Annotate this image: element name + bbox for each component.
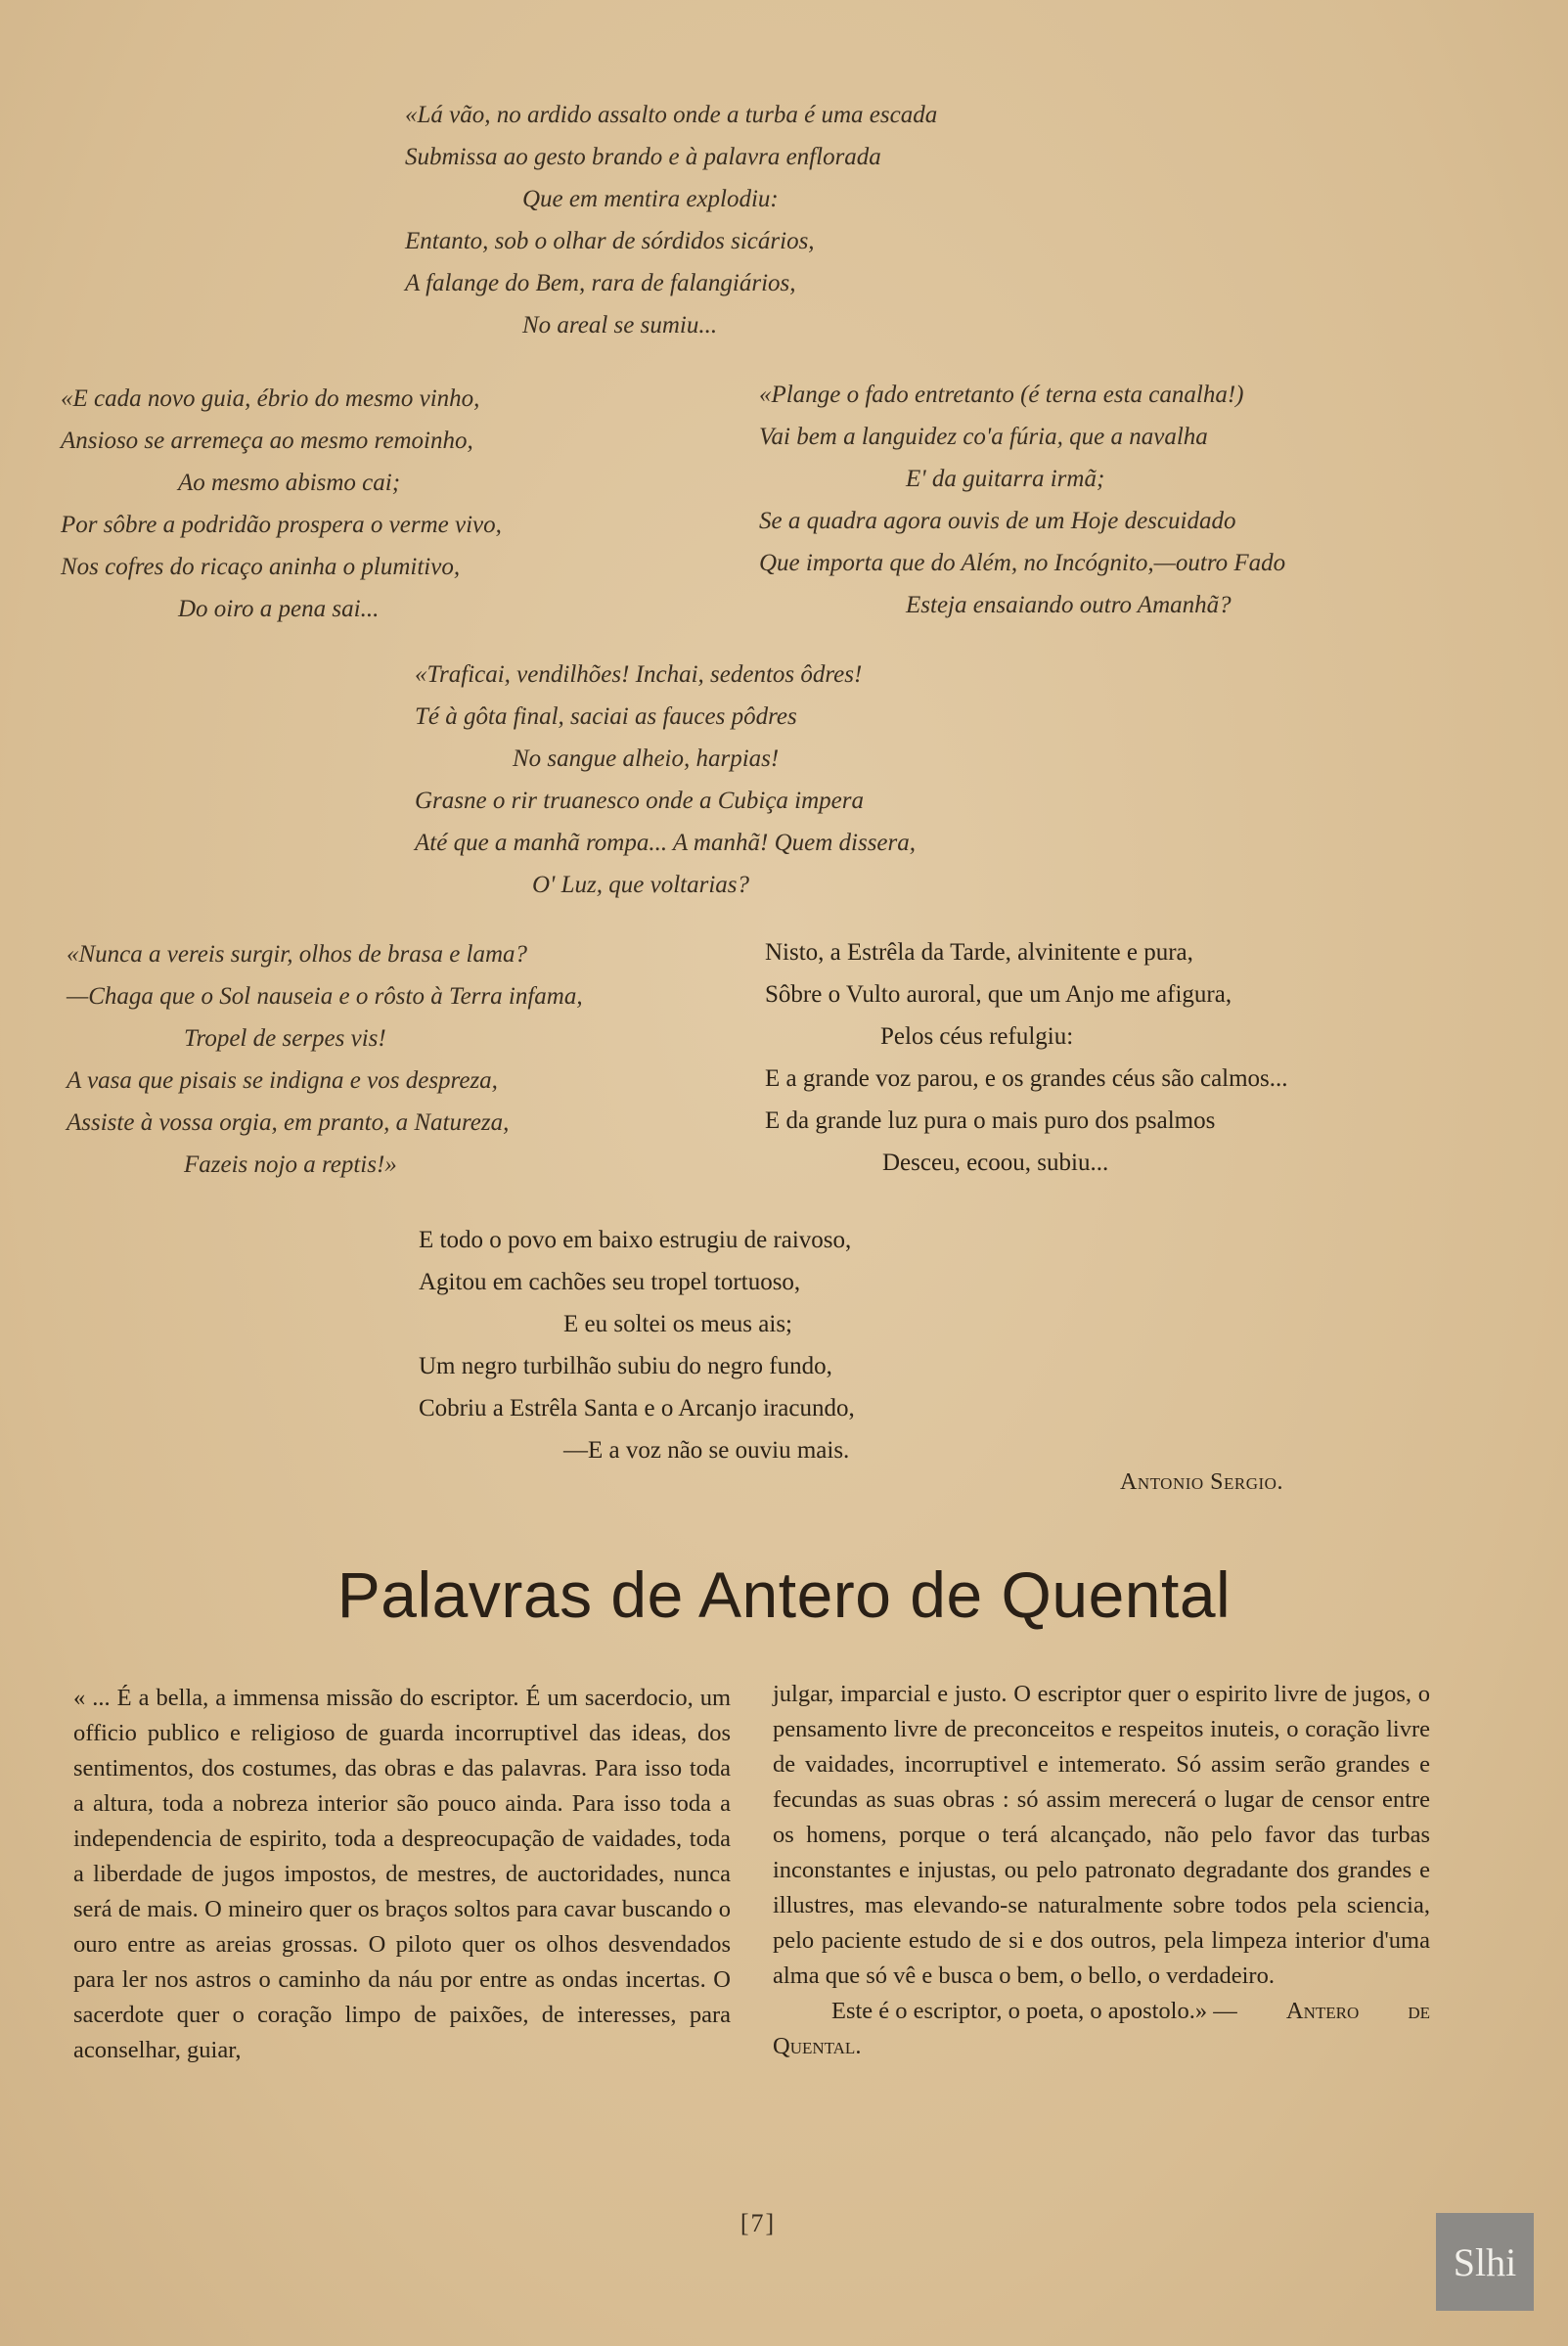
article-title: Palavras de Antero de Quental [336, 1558, 1232, 1631]
poem-line: Agitou em cachões seu tropel tortuoso, [419, 1269, 801, 1295]
library-logo [1436, 2213, 1534, 2311]
poem-line: —Chaga que o Sol nauseia e o rôsto à Terra infama, [67, 983, 583, 1010]
poem-line: Entanto, sob o olhar de sórdidos sicários, [405, 228, 815, 254]
poem-stanza-4 [415, 654, 916, 906]
poem-stanza-5 [67, 933, 583, 1186]
poem-line: Nos cofres do ricaço aninha o plumitivo, [61, 554, 461, 580]
poem-line: Esteja ensaiando outro Amanhã? [906, 592, 1232, 618]
poem-line: Sôbre o Vulto auroral, que um Anjo me afigura, [765, 981, 1232, 1008]
poem-stanza-7 [419, 1219, 855, 1471]
poem-stanza-1 [405, 94, 937, 346]
poem-line: «Nunca a vereis surgir, olhos de brasa e lama? [67, 941, 528, 968]
poem-line: «Plange o fado entretanto (é terna esta canalha!) [759, 382, 1244, 408]
poem-line: E eu soltei os meus ais; [563, 1311, 792, 1337]
article-column-left: « ... É a bella, a immensa missão do escriptor. É um sacerdocio, um officio publico e religioso de guarda incorruptivel das ideas, dos sentimentos, dos costumes, das obras e das palavras. Para isso toda a altura, toda a nobreza interior são pouco ainda. Para isso toda a independencia de espirito, toda a despreocupação de vaidades, toda a liberdade de jugos impostos, de mestres, de auctoridades, nunca será de mais. O mineiro quer os braços soltos para cavar buscando o ouro entre as areias grossas. O piloto quer os olhos desvendados para ler nos astros o caminho da náu por entre as ondas incertas. O sacerdote quer o coração limpo de paixões, de interesses, para aconselhar, guiar, [73, 1685, 731, 2063]
poem-line: E' da guitarra irmã; [906, 466, 1105, 492]
poem-stanza-2 [61, 378, 502, 630]
poem-line: E a grande voz parou, e os grandes céus são calmos... [765, 1065, 1288, 1092]
poem-line: Cobriu a Estrêla Santa e o Arcanjo iracundo, [419, 1395, 855, 1421]
poem-line: Até que a manhã rompa... A manhã! Quem dissera, [415, 830, 916, 856]
article-attribution: Antero de Quental. [773, 1998, 1431, 2059]
poem-line: Nisto, a Estrêla da Tarde, alvinitente e pura, [765, 939, 1193, 966]
poem-line: A falange do Bem, rara de falangiários, [405, 270, 796, 296]
poem-line: Que em mentira explodiu: [522, 186, 779, 212]
poem-line: —E a voz não se ouviu mais. [563, 1437, 850, 1464]
poem-line: E todo o povo em baixo estrugiu de raivoso, [419, 1227, 852, 1253]
poem-line: Fazeis nojo a reptis!» [184, 1151, 397, 1178]
poem-line: O' Luz, que voltarias? [532, 872, 750, 898]
poem-line: No sangue alheio, harpias! [513, 745, 780, 772]
poem-line: A vasa que pisais se indigna e vos despreza, [67, 1067, 498, 1094]
article-column-right-text: julgar, imparcial e justo. O escriptor quer o espirito livre de jugos, o pensamento livre de preconceitos e respeitos inuteis, o coração livre de vaidades, incorruptivel e intemerato. Só assim serão grandes e fecundas as suas obras : só assim merecerá o lugar de censor entre os homens, porque o terá alcançado, não pelo favor das turbas inconstantes e injustas, ou pelo patronato degradante dos grandes e illustres, mas elevando-se naturalmente sobre todos pela sciencia, pelo paciente estudo de si e dos outros, pela limpeza interior d'uma alma que só vê e busca o bem, o bello, o verdadeiro. [773, 1681, 1430, 1989]
poem-author: Antonio Sergio. [1120, 1469, 1283, 1495]
poem-stanza-6 [765, 931, 1288, 1184]
poem-line: Tropel de serpes vis! [184, 1025, 386, 1052]
poem-line: «Traficai, vendilhões! Inchai, sedentos ôdres! [415, 661, 863, 688]
poem-line: Desceu, ecoou, subiu... [882, 1150, 1109, 1176]
poem-line: No areal se sumiu... [522, 312, 718, 338]
poem-line: Té à gôta final, saciai as fauces pôdres [415, 703, 797, 730]
poem-line: Se a quadra agora ouvis de um Hoje descuidado [759, 508, 1236, 534]
poem-line: Um negro turbilhão subiu do negro fundo, [419, 1353, 832, 1379]
poem-line: Ansioso se arremeça ao mesmo remoinho, [61, 428, 473, 454]
poem-line: Submissa ao gesto brando e à palavra enflorada [405, 144, 881, 170]
library-logo-text: Slhi [1453, 2239, 1517, 2284]
poem-line: Ao mesmo abismo cai; [178, 470, 401, 496]
poem-line: «Lá vão, no ardido assalto onde a turba é uma escada [405, 102, 938, 128]
page-number: [7] [739, 2209, 777, 2237]
article-column-right [773, 1677, 1430, 2064]
poem-line: Grasne o rir truanesco onde a Cubiça impera [415, 788, 864, 814]
poem-line: Que importa que do Além, no Incógnito,—outro Fado [759, 550, 1286, 576]
poem-line: «E cada novo guia, ébrio do mesmo vinho, [61, 385, 480, 412]
poem-line: Pelos céus refulgiu: [880, 1023, 1074, 1050]
poem-line: E da grande luz pura o mais puro dos psalmos [765, 1107, 1216, 1134]
article-closing: Este é o escriptor, o poeta, o apostolo.» — [831, 1998, 1237, 2024]
poem-line: Vai bem a languidez co'a fúria, que a navalha [759, 424, 1208, 450]
poem-stanza-3 [759, 374, 1285, 626]
poem-line: Do oiro a pena sai... [178, 596, 380, 622]
poem-line: Assiste à vossa orgia, em pranto, a Natureza, [67, 1109, 510, 1136]
poem-line: Por sôbre a podridão prospera o verme vivo, [61, 512, 502, 538]
